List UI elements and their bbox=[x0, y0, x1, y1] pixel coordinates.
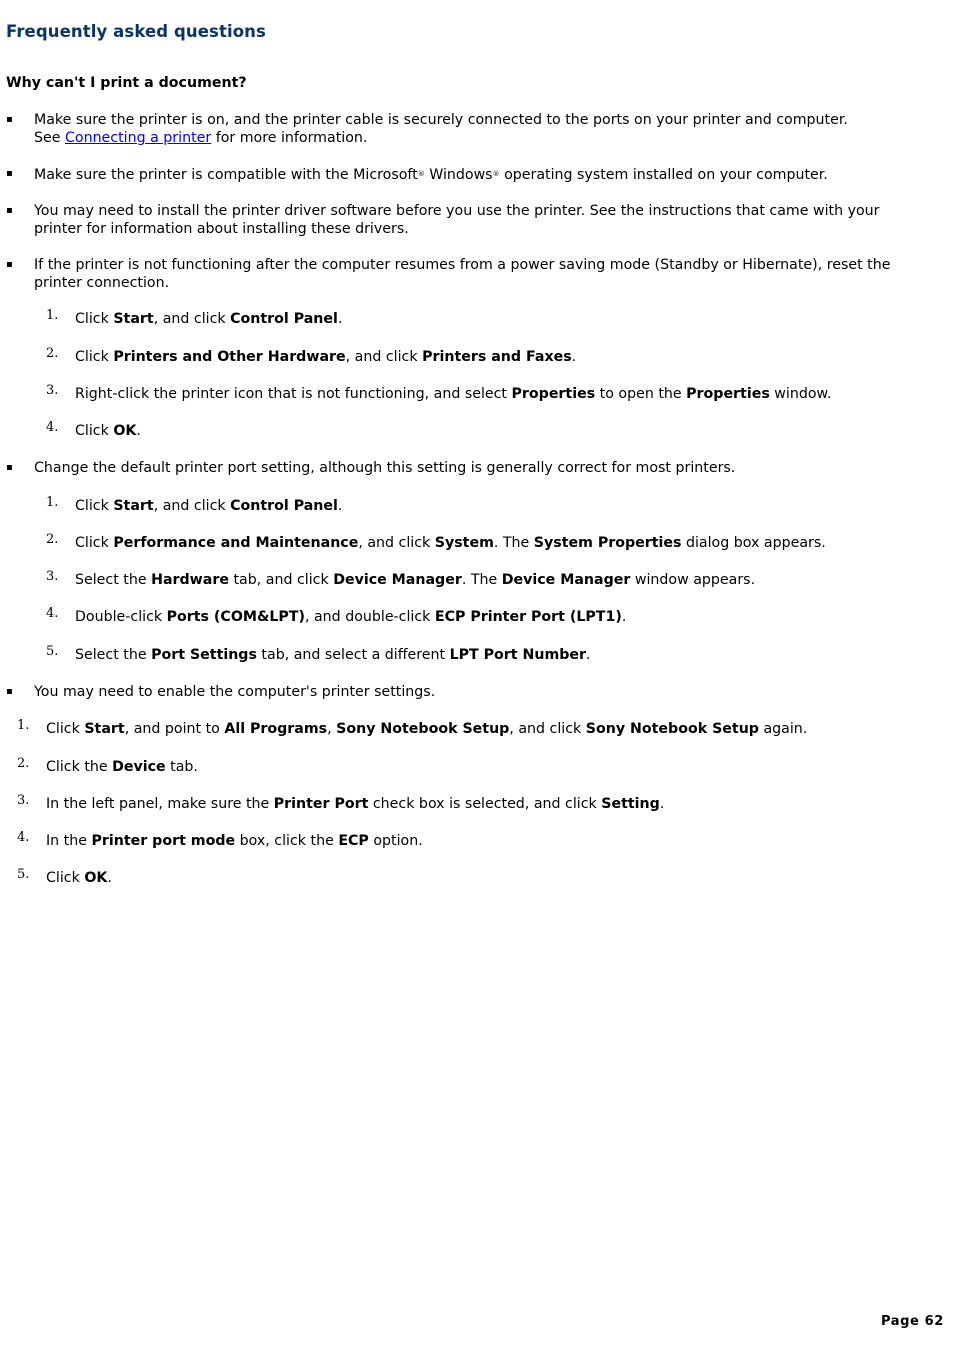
step-number: 3. bbox=[46, 569, 59, 584]
ui-term: Setting bbox=[601, 796, 660, 812]
text-run: . bbox=[337, 311, 343, 327]
step-number: 3. bbox=[46, 383, 59, 398]
text-run: Right-click the printer icon that is not functioning, and select bbox=[75, 386, 512, 402]
bullet-text: If the printer is not functioning after the computer resumes from a power saving mode (Standby or Hibernate), reset the printer connection. bbox=[34, 257, 891, 291]
text-run: , and click bbox=[509, 721, 586, 737]
bullet-text: You may need to install the printer driver software before you use the printer. See the instructions that came with your printer for information about installing these drivers. bbox=[34, 203, 880, 237]
ui-term: ECP Printer Port (LPT1) bbox=[434, 609, 622, 625]
text-run: . bbox=[586, 647, 591, 663]
ui-term: OK bbox=[113, 423, 137, 439]
step-text bbox=[75, 348, 935, 366]
text-run: operating system installed on your computer. bbox=[499, 167, 828, 183]
text-run: Windows bbox=[424, 167, 493, 183]
page-number: Page 62 bbox=[881, 1314, 944, 1329]
bullet-mark: ▪ bbox=[6, 114, 13, 125]
bullet-mark: ▪ bbox=[6, 205, 13, 216]
step-text bbox=[46, 758, 906, 776]
step-text bbox=[75, 534, 935, 552]
ui-term: Control Panel bbox=[230, 498, 338, 514]
ui-term: Printers and Faxes bbox=[422, 349, 572, 365]
step-number: 2. bbox=[17, 756, 30, 771]
bullet-text-after: for more information. bbox=[211, 130, 368, 146]
step-number: 1. bbox=[17, 718, 30, 733]
ui-term: Start bbox=[113, 498, 154, 514]
step-number: 5. bbox=[17, 867, 30, 882]
text-run: . bbox=[621, 609, 627, 625]
step-text bbox=[75, 422, 935, 440]
ui-term: Control Panel bbox=[230, 311, 338, 327]
text-run: . bbox=[107, 870, 112, 886]
text-run: . bbox=[136, 423, 141, 439]
text-run: , and point to bbox=[124, 721, 225, 737]
ui-term: System Properties bbox=[533, 535, 682, 551]
text-run: Select the bbox=[75, 647, 152, 663]
bullet-mark: ▪ bbox=[6, 462, 13, 473]
text-run: , and double-click bbox=[304, 609, 435, 625]
step-number: 1. bbox=[46, 495, 59, 510]
step-number: 2. bbox=[46, 346, 59, 361]
ui-term: Properties bbox=[686, 386, 770, 402]
text-run: Click bbox=[75, 349, 114, 365]
ui-term: Performance and Maintenance bbox=[113, 535, 359, 551]
ui-term: Printers and Other Hardware bbox=[113, 349, 346, 365]
question-heading: Why can't I print a document? bbox=[6, 75, 247, 91]
text-run: window. bbox=[769, 386, 832, 402]
step-text bbox=[46, 869, 906, 887]
bullet-text: Change the default printer port setting, although this setting is generally correct for most printers. bbox=[34, 460, 736, 476]
step-text bbox=[46, 720, 906, 738]
text-run: . The bbox=[493, 535, 534, 551]
page-title: Frequently asked questions bbox=[6, 22, 266, 41]
text-run: tab, and select a different bbox=[256, 647, 450, 663]
text-run: box, click the bbox=[235, 833, 339, 849]
ui-term: Sony Notebook Setup bbox=[585, 721, 759, 737]
bullet-text bbox=[34, 111, 929, 147]
text-run: check box is selected, and click bbox=[368, 796, 602, 812]
step-number: 5. bbox=[46, 644, 59, 659]
bullet-text-see: See bbox=[34, 130, 65, 146]
text-run: window appears. bbox=[630, 572, 756, 588]
text-run: , and click bbox=[153, 498, 231, 514]
step-number: 4. bbox=[17, 830, 30, 845]
step-number: 2. bbox=[46, 532, 59, 547]
ui-term: OK bbox=[84, 870, 108, 886]
ui-term: Start bbox=[84, 721, 125, 737]
step-text bbox=[75, 608, 935, 626]
step-number: 3. bbox=[17, 793, 30, 808]
bullet-text: You may need to enable the computer's printer settings. bbox=[34, 684, 436, 700]
step-text bbox=[75, 385, 935, 403]
bullet-text-line: Make sure the printer is on, and the printer cable is securely connected to the ports on your printer and computer. bbox=[34, 112, 848, 128]
text-run: Click bbox=[46, 870, 85, 886]
text-run: Click the bbox=[46, 759, 113, 775]
text-run: Click bbox=[75, 311, 114, 327]
ui-term: Device Manager bbox=[501, 572, 631, 588]
text-run: dialog box appears. bbox=[681, 535, 826, 551]
text-run: . bbox=[337, 498, 343, 514]
text-run: Click bbox=[75, 498, 114, 514]
ui-term: ECP bbox=[338, 833, 369, 849]
text-run: option. bbox=[368, 833, 423, 849]
step-text bbox=[75, 646, 935, 664]
bullet-mark: ▪ bbox=[6, 686, 13, 697]
text-run: Make sure the printer is compatible with the Microsoft bbox=[34, 167, 418, 183]
ui-term: System bbox=[434, 535, 494, 551]
bullet-mark: ▪ bbox=[6, 259, 13, 270]
step-number: 1. bbox=[46, 308, 59, 323]
text-run: Click bbox=[75, 423, 114, 439]
step-text bbox=[75, 310, 935, 328]
text-run: In the left panel, make sure the bbox=[46, 796, 274, 812]
step-text bbox=[75, 497, 935, 515]
text-run: , and click bbox=[358, 535, 435, 551]
step-number: 4. bbox=[46, 606, 59, 621]
connecting-a-printer-link[interactable]: Connecting a printer bbox=[64, 130, 212, 146]
text-run: to open the bbox=[595, 386, 687, 402]
step-text bbox=[46, 832, 906, 850]
text-run: , and click bbox=[345, 349, 423, 365]
ui-term: Sony Notebook Setup bbox=[336, 721, 510, 737]
text-run: , bbox=[327, 721, 337, 737]
ui-term: Hardware bbox=[151, 572, 229, 588]
ui-term: Start bbox=[113, 311, 154, 327]
text-run: . The bbox=[461, 572, 502, 588]
ui-term: Device Manager bbox=[333, 572, 462, 588]
text-run: Double-click bbox=[75, 609, 167, 625]
registered-mark: ® bbox=[417, 170, 425, 178]
step-text bbox=[75, 571, 935, 589]
text-run: Click bbox=[46, 721, 85, 737]
text-run: In the bbox=[46, 833, 92, 849]
ui-term: Printer Port bbox=[273, 796, 369, 812]
text-run: Click bbox=[75, 535, 114, 551]
text-run: . bbox=[659, 796, 665, 812]
ui-term: LPT Port Number bbox=[449, 647, 587, 663]
ui-term: Printer port mode bbox=[91, 833, 236, 849]
step-number: 4. bbox=[46, 420, 59, 435]
registered-mark: ® bbox=[492, 170, 500, 178]
text-run: again. bbox=[758, 721, 808, 737]
ui-term: Port Settings bbox=[151, 647, 257, 663]
text-run: Select the bbox=[75, 572, 152, 588]
text-run: tab, and click bbox=[228, 572, 334, 588]
bullet-text bbox=[34, 165, 929, 184]
bullet-mark: ▪ bbox=[6, 168, 13, 179]
ui-term: Ports (COM&LPT) bbox=[166, 609, 305, 625]
step-text bbox=[46, 795, 906, 813]
ui-term: All Programs bbox=[224, 721, 328, 737]
ui-term: Properties bbox=[511, 386, 596, 402]
text-run: , and click bbox=[153, 311, 231, 327]
text-run: tab. bbox=[165, 759, 198, 775]
ui-term: Device bbox=[112, 759, 166, 775]
text-run: . bbox=[571, 349, 577, 365]
